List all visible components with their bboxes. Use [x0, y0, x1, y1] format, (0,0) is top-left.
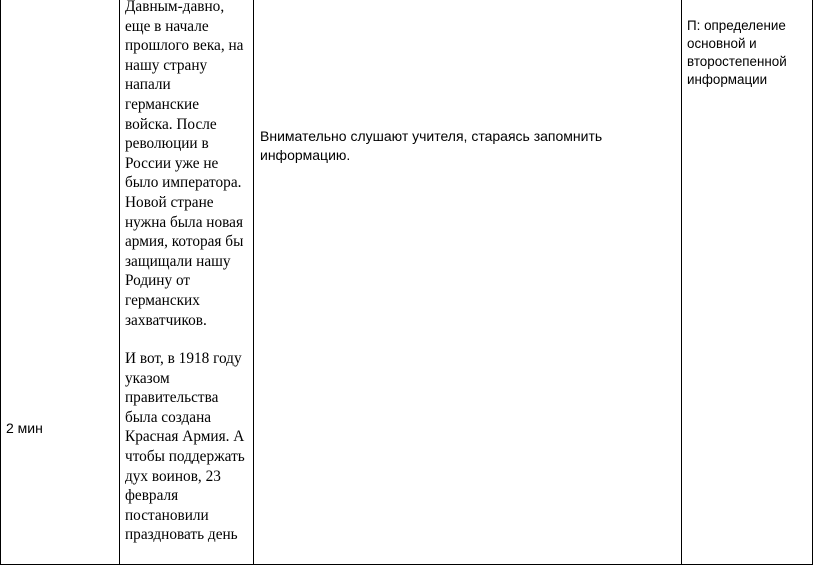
teacher-activity-cell — [120, 0, 254, 565]
student-activity-cell — [254, 0, 682, 565]
time-cell — [1, 0, 120, 565]
uud-text: П: определение основной и второстепенной информации — [687, 18, 787, 87]
duration-text: 2 мин — [6, 420, 43, 437]
student-activity-text: Внимательно слушают учителя, стараясь запомнить информацию. — [260, 128, 603, 163]
teacher-paragraph-1: Давным-давно, еще в начале прошлого века, на нашу страну напали германские войска. После революции в России уже не было императора. Новой стране нужна была новая армия, которая бы защищали нашу Родину от германских захватчиков. — [125, 0, 244, 329]
table-row — [1, 0, 813, 565]
uud-cell — [682, 0, 813, 565]
teacher-paragraph-2: И вот, в 1918 году указом правительства была создана Красная Армия. А чтобы поддержать дух воинов, 23 февраля постановили праздновать день — [125, 350, 245, 544]
